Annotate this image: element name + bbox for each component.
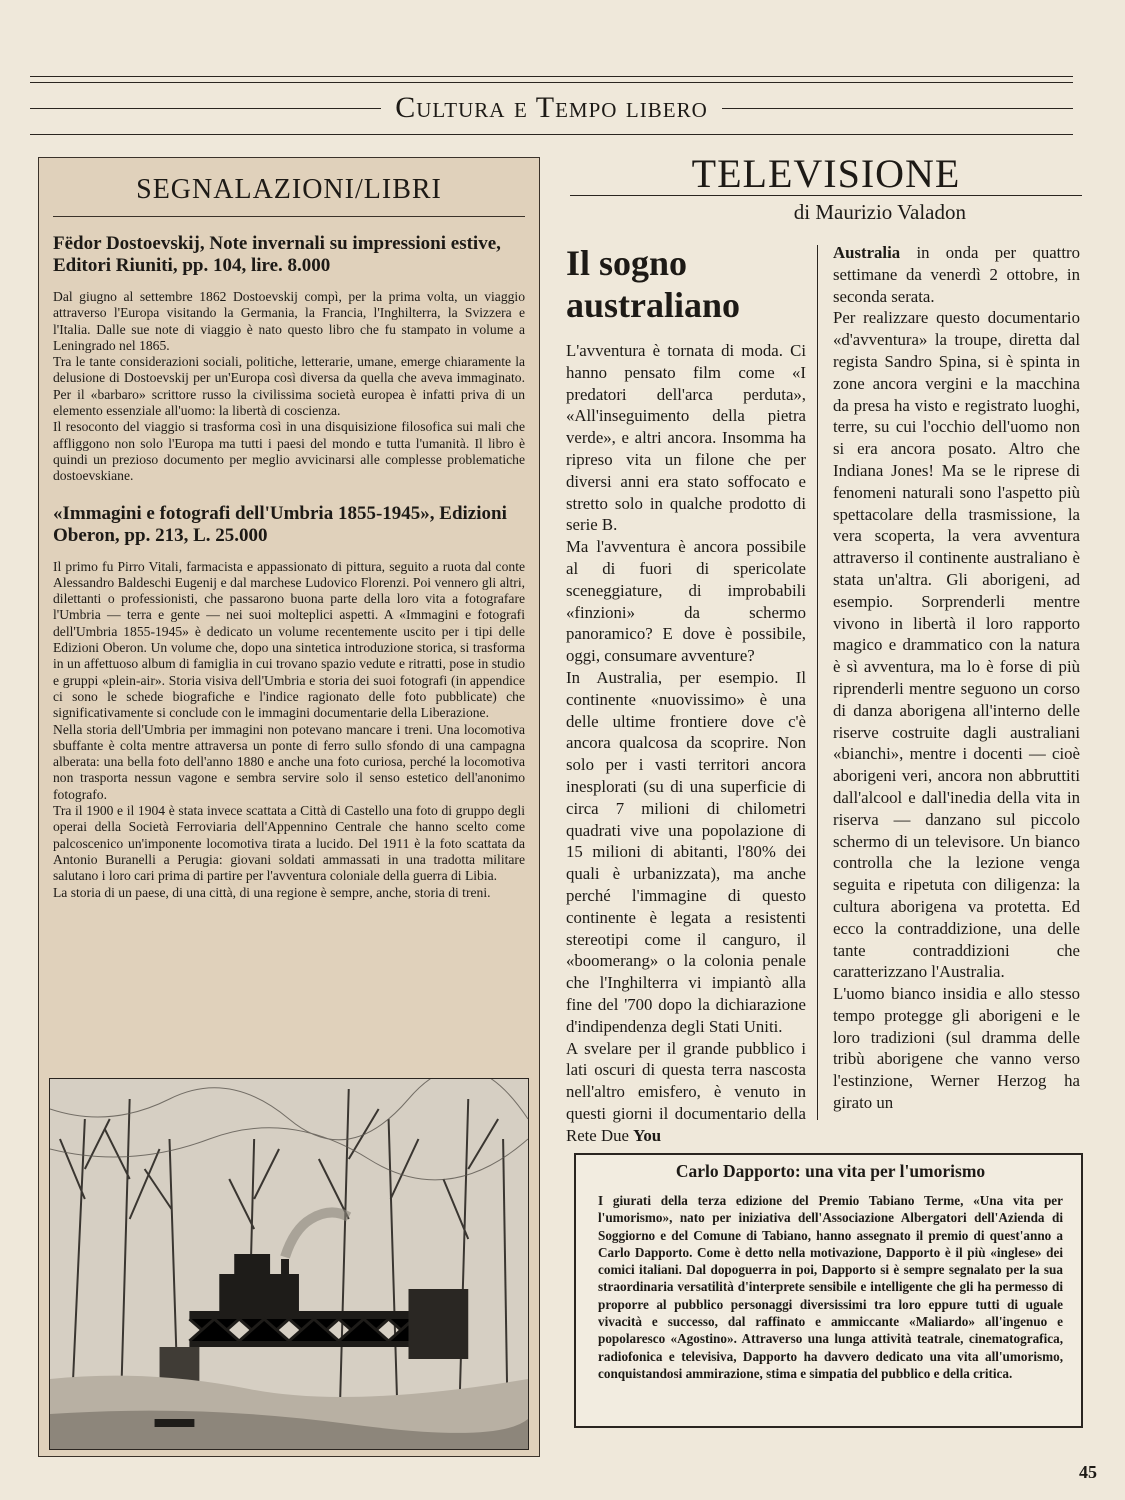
tv-byline: di Maurizio Valadon bbox=[793, 200, 966, 224]
tv-column-2 bbox=[833, 242, 1080, 1114]
paragraph: Ma l'avventura è ancora possibile al di fuori di spericolate sceneggiature, di improbabili «finzioni» da schermo panoramico? E dove è possibile, oggi, consumare avventure? bbox=[566, 537, 806, 666]
book-review-dostoevskij bbox=[53, 289, 525, 485]
tv-column-1 bbox=[566, 242, 806, 1146]
paragraph: Il resoconto del viaggio si trasforma così in una disquisizione filosofica sui mali che affliggono non solo l'Europa ma tutti i paesi del mondo e tutta l'umanità. Il libro è quindi un prezioso documento per meglio avvicinarsi alle complesse problematiche dostoevskiane. bbox=[53, 419, 525, 484]
column-divider bbox=[817, 245, 818, 1120]
book-review-umbria bbox=[53, 559, 525, 901]
section-header bbox=[30, 88, 1073, 128]
book-reviews-title: SEGNALAZIONI/LIBRI bbox=[136, 174, 442, 205]
paragraph: Nella storia dell'Umbria per immagini non potevano mancare i treni. Una locomotiva sbuffante è colta mentre attraversa un ponte di ferro sullo sfondo di una campagna alberata: una bella foto dell'anno 1880 e anche una foto curiosa, perché la locomotiva non trasporta nessun vagone e sembra servire solo il senso estetico dell'anonimo fotografo. bbox=[53, 721, 525, 802]
paragraph bbox=[566, 1038, 806, 1147]
paragraph: Dal giugno al settembre 1862 Dostoevskij compì, per la prima volta, un viaggio attraverso l'Europa visitando la Germania, la Francia, l'Inghilterra, la Svizzera e l'Italia. Dalle sue note di viaggio è nato questo libro che fu stampato in volume a Leningrado nel 1865. bbox=[53, 289, 525, 353]
header-line-left bbox=[30, 108, 381, 109]
paragraph-text: A svelare per il grande pubblico i lati oscuri di questa terra nascosta nell'altro emisfero, è venuto in questi giorni il documentario della Rete Due bbox=[566, 1038, 806, 1145]
tv-title-rule bbox=[570, 195, 1082, 196]
section-title: Cultura e Tempo libero bbox=[395, 91, 708, 124]
locomotive-bridge-photo bbox=[49, 1078, 529, 1450]
book-reviews-box bbox=[38, 157, 540, 1457]
paragraph: L'avventura è tornata di moda. Ci hanno pensato film come «I predatori dell'arca perduta», «All'inseguimento della pietra verde», e altri ancora. Insomma ha ripreso vita un filone che per diversi anni era stato soffocato e stretto solo in qualche prodotto di serie B. bbox=[566, 341, 806, 535]
show-title-part-1: You bbox=[633, 1125, 662, 1145]
header-line-right bbox=[722, 108, 1073, 109]
top-rule-2 bbox=[30, 82, 1073, 83]
paragraph-text: in onda per quattro settimane da venerdì 2 ottobre, in seconda serata. bbox=[833, 243, 1080, 306]
book-heading-umbria: «Immagini e fotografi dell'Umbria 1855-1945», Edizioni Oberon, pp. 213, L. 25.000 bbox=[53, 502, 507, 546]
page-number: 45 bbox=[1079, 1462, 1097, 1482]
paragraph: In Australia, per esempio. Il continente «nuovissimo» è una delle ultime frontiere dove c'è ancora qualcosa da scoprire. Non solo per i vasti territori ancora inesplorati (su di una superficie di circa 7 milioni di chilometri quadrati vive una popolazione di 15 milioni di abitanti, l'80% dei quali è urbanizzata), ma anche perché l'immagine di questo continente è legata a resistenti stereotipi come il canguro, il «boomerang» o la colonia penale che l'Inghilterra vi impiantò alla fine del '700 dopo la dichiarazione d'indipendenza degli Stati Uniti. bbox=[566, 667, 806, 1036]
locomotive-bridge-illustration bbox=[50, 1079, 528, 1449]
dapporto-title: Carlo Dapporto: una vita per l'umorismo bbox=[675, 1161, 986, 1181]
paragraph: L'uomo bianco insidia e allo stesso tempo protegge gli aborigeni e le loro tradizioni (sul dramma delle tribù aborigene che vanno verso l'estinzione, Werner Herzog ha girato un bbox=[833, 984, 1080, 1113]
dapporto-text: I giurati della terza edizione del Premio Tabiano Terme, «Una vita per l'umorismo», nato per iniziativa dell'Associazione Albergatori dell'Azienda di Soggiorno e del Comune di Tabiano, hanno assegnato il premio di quest'anno a Carlo Dapporto. Come è detto nella motivazione, Dapporto è il più «inglese» dei comici italiani. Dal dopoguerra in poi, Dapporto si è sempre segnalato per la sua straordinaria versatilità d'interprete sensibile e intelligente che gli ha permesso di proporre al pubblico personaggi diversissimi tra loro eppure tutti di uguale vivacità e successo, dal raffinato e ammiccante «Maliardo» all'ingenuo e popolaresco «Agostino». Attraverso una lunga attività teatrale, cinematografica, radiofonica e televisiva, Dapporto ha davvero dedicato una vita all'umorismo, conquistandosi ammirazione, stima e simpatia del pubblico e della critica. bbox=[598, 1193, 1063, 1381]
paragraph: Il primo fu Pirro Vitali, farmacista e appassionato di pittura, seguito a ruota dal conte Alessandro Baldeschi Eugenij e dal marchese Ludovico Florenzi. Poi vennero gli altri, dilettanti o professionisti, che passarono buona parte della loro vita a fotografare l'Umbria — terra e gente — nei suoi molteplici aspetti. A «Immagini e fotografi dell'Umbria 1855-1945» è dedicato un volume recentemente uscito per i tipi delle Edizioni Oberon. Un volume che, dopo una sintetica introduzione storica, si trasforma in un affettuoso album di famiglia in cui trovano spazio vedute e ritratti, pose in studio e gruppi «plein-air». Storia visiva dell'Umbria e storia dei suoi fotografi (in appendice ci sono le schede biografiche e l'indice ragionato delle foto pubblicate) che significativamente si conclude con le immagini documentarie della Liberazione. bbox=[53, 558, 525, 721]
paragraph: Tra il 1900 e il 1904 è stata invece scattata a Città di Castello una foto di gruppo degli operai della Società Ferroviaria dell'Appennino Centrale che hanno scelto come palcoscenico un'imponente locomotiva tirata a lucido. Del 1911 è la foto scattata da Antonio Buranelli a Perugia: giovani soldati ammassati in una tradotta militare salutano i loro cari prima di partire per l'avventura coloniale della guerra di Libia. bbox=[53, 803, 525, 884]
paragraph bbox=[833, 242, 1080, 307]
top-rule-3 bbox=[30, 134, 1073, 135]
paragraph: Per realizzare questo documentario «d'avventura» la troupe, diretta dal regista Sandro Spina, si è spinta in zone ancora vergini e la macchina da presa ha visto e registrato luoghi, terre, su cui l'occhio dell'uomo non si era ancora posato. Altro che Indiana Jones! Ma se le riprese di fenomeni naturali sono l'aspetto più spettacolare della trasmissione, la vera scoperta, la vera avventura attraverso il continente australiano è stata un'altra. Gli aborigeni, ad esempio. Sorprenderli mentre vivono in libertà il loro rapporto magico e drammatico con la natura è sì avventura, ma lo è forse di più riprenderli mentre seguono un corso di danza aborigena all'interno delle riserve costruite dagli australiani «bianchi», mentre i docenti — cioè aborigeni veri, ancora non abbruttiti dall'alcool e dall'inedia della vita in riserva — danzano sul piccolo schermo di un televisore. Un bianco controlla che la lezione venga seguita e ripetuta con diligenza: la cultura aborigena va protetta. Ed ecco la contraddizione, una delle tante contraddizioni che caratterizzano l'Australia. bbox=[833, 308, 1080, 982]
tv-column-1-text bbox=[566, 340, 806, 1146]
tv-section-title: TELEVISIONE bbox=[691, 151, 961, 196]
show-title-part-2: Australia bbox=[833, 243, 901, 262]
paragraph: Tra le tante considerazioni sociali, politiche, letterarie, umane, emerge chiaramente la delusione di Dostoevskij per un'Europa così diversa da quella che aveva immaginato. Per il «barbaro» scrittore russo la civilissima società europea è infatti priva di un elemento essenziale all'uomo: la libertà di coscienza. bbox=[53, 354, 525, 419]
top-rule-1 bbox=[30, 76, 1073, 77]
article-headline: Il sogno australiano bbox=[566, 243, 741, 325]
book-heading-dostoevskij: Fëdor Dostoevskij, Note invernali su impressioni estive, Editori Riuniti, pp. 104, lire. 8.000 bbox=[53, 233, 501, 276]
tv-column-2-text bbox=[833, 242, 1080, 1114]
book-reviews-rule bbox=[53, 216, 525, 217]
dapporto-box bbox=[574, 1153, 1083, 1428]
paragraph: La storia di un paese, di una città, di una regione è sempre, anche, storia di treni. bbox=[53, 884, 491, 900]
